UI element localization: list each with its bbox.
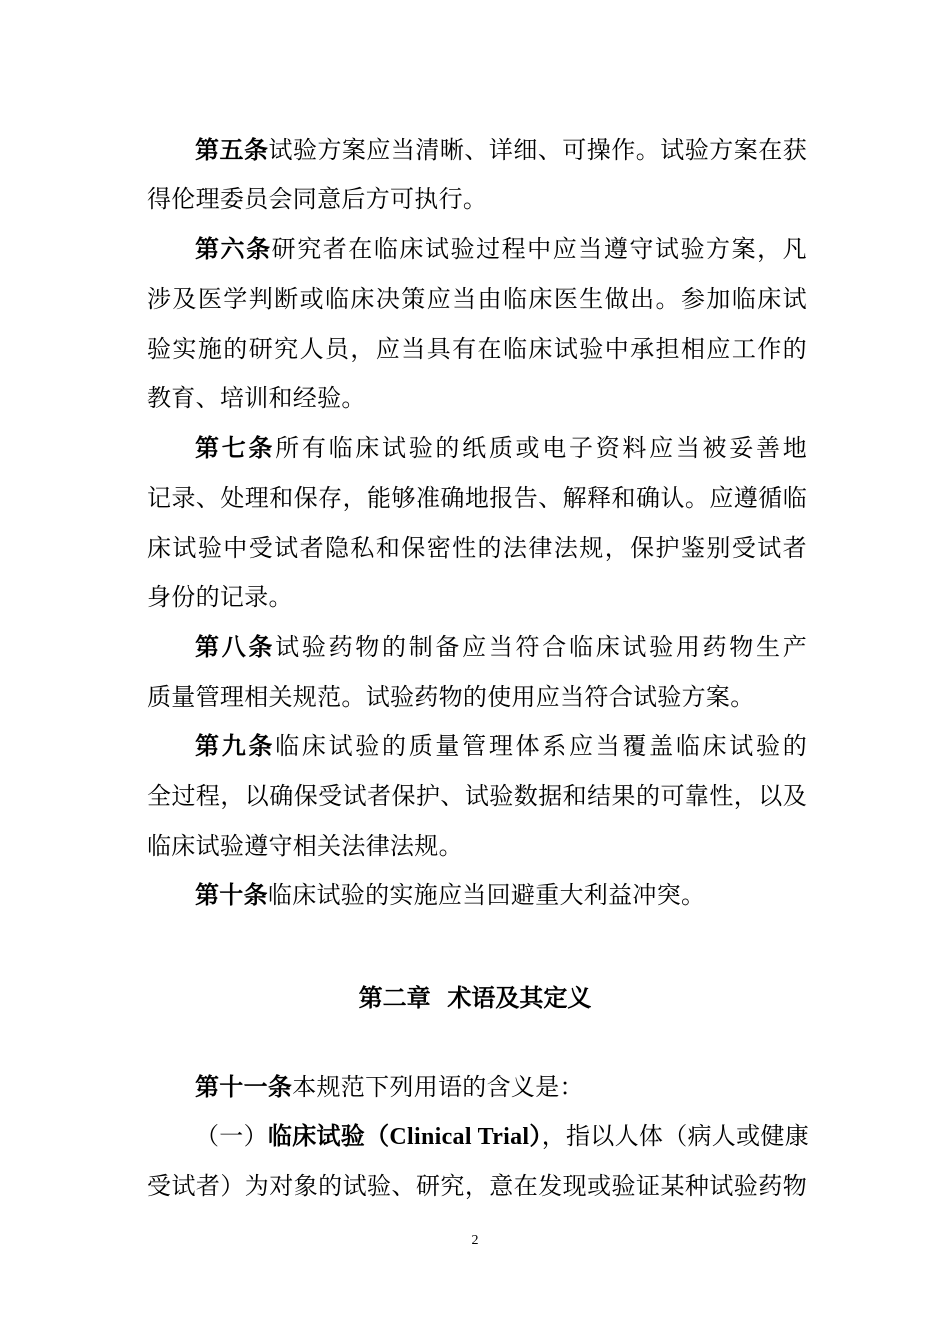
article-7-line-3: 床试验中受试者隐私和保密性的法律法规，保护鉴别受试者 [147,534,807,562]
article-6-text-1: 研究者在临床试验过程中应当遵守试验方案，凡 [271,235,807,263]
article-6-line-4: 教育、培训和经验。 [147,384,366,412]
article-7-line-4: 身份的记录。 [147,583,293,611]
article-7-text-1: 所有临床试验的纸质或电子资料应当被妥善地 [275,434,807,462]
article-5-line-1 [195,132,807,168]
article-11-title: 第十一条 [195,1073,293,1101]
article-8-line-1 [195,629,807,665]
article-5-title: 第五条 [195,136,269,164]
chapter-heading: 第二章 术语及其定义 [358,983,592,1012]
article-9-line-1 [195,728,807,764]
article-6-line-1 [195,231,807,267]
article-7-line-1 [195,430,807,466]
article-8-text-1: 试验药物的制备应当符合临床试验用药物生产 [275,633,807,661]
article-7-title: 第七条 [195,434,276,462]
term-1-prefix: （一） [195,1122,268,1150]
article-5-text-1: 试验方案应当清晰、详细、可操作。试验方案在获 [268,136,807,164]
term-1-line-1 [195,1118,810,1154]
article-8-line-2: 质量管理相关规范。试验药物的使用应当符合试验方案。 [147,683,755,711]
article-10-title: 第十条 [195,881,268,909]
article-6-line-2: 涉及医学判断或临床决策应当由临床医生做出。参加临床试 [147,285,807,313]
article-11-text-1: 本规范下列用语的含义是： [292,1073,584,1101]
term-1-name: 临床试验（Clinical Trial） [267,1124,542,1150]
article-8-title: 第八条 [195,633,276,661]
article-6-line-3: 验实施的研究人员，应当具有在临床试验中承担相应工作的 [147,335,807,363]
article-7-line-2: 记录、处理和保存，能够准确地报告、解释和确认。应遵循临 [147,484,807,512]
article-6-title: 第六条 [195,235,272,263]
article-11-line-1 [195,1069,807,1105]
term-1-line-2: 受试者）为对象的试验、研究，意在发现或验证某种试验药物 [147,1172,807,1200]
article-9-title: 第九条 [195,732,276,760]
article-10-text-1: 临床试验的实施应当回避重大利益冲突。 [267,881,706,909]
page-number: 2 [471,1233,479,1248]
article-10-line-1 [195,877,807,913]
article-9-line-2: 全过程，以确保受试者保护、试验数据和结果的可靠性，以及 [147,782,807,810]
term-1-text-1: ，指以人体（病人或健康 [541,1122,810,1150]
article-5-line-2: 得伦理委员会同意后方可执行。 [147,185,488,213]
article-9-line-3: 临床试验遵守相关法律法规。 [147,832,463,860]
article-9-text-1: 临床试验的质量管理体系应当覆盖临床试验的 [275,732,807,760]
